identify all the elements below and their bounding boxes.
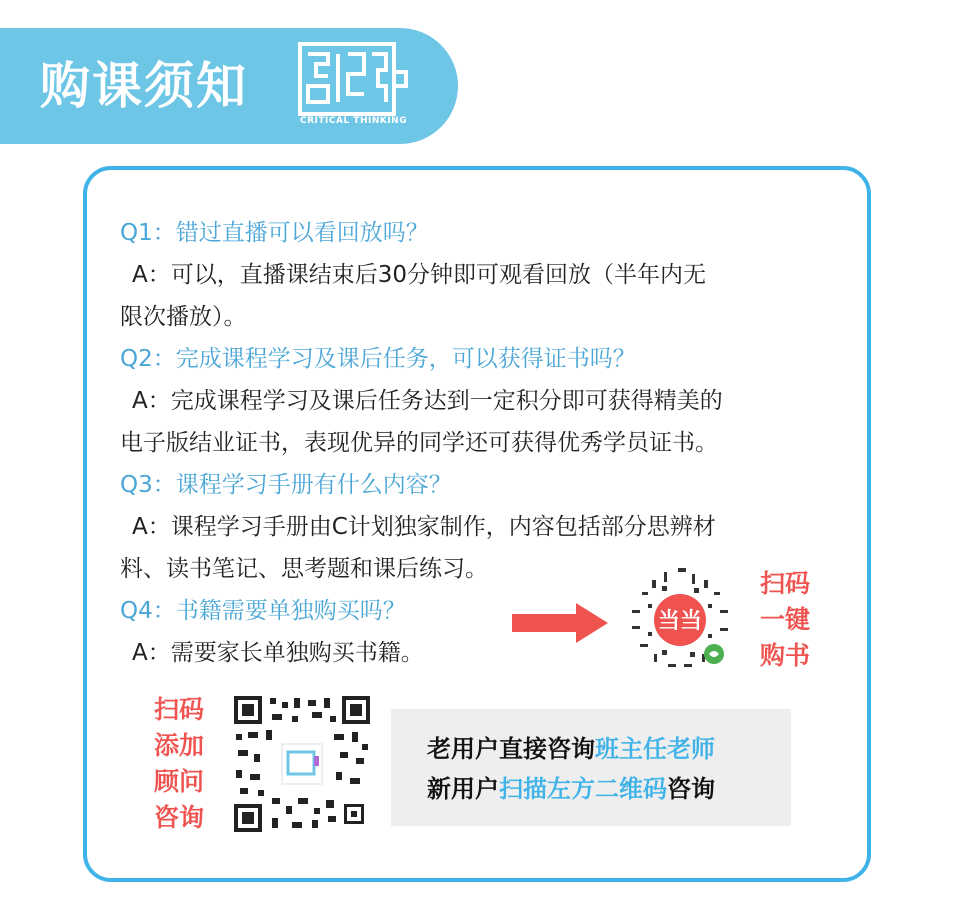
- consult-box: [391, 709, 791, 826]
- qr-code-icon[interactable]: [232, 694, 372, 834]
- scan-to-add-label: [154, 692, 214, 836]
- consult-text: 老用户直接咨询: [427, 735, 595, 763]
- consult-line-new: [427, 769, 715, 804]
- scan-to-buy-label: [760, 566, 820, 674]
- svg-text:当当: 当当: [657, 609, 703, 634]
- right-arrow-icon: [510, 601, 610, 645]
- faq-question: Q4：书籍需要单独购买吗？: [120, 598, 406, 624]
- label-line: 顾问: [154, 767, 205, 796]
- page-title: 购课须知: [40, 57, 248, 115]
- faq-answer: 料、读书笔记、思考题和课后练习。: [120, 556, 488, 582]
- faq-answer: 电子版结业证书，表现优异的同学还可获得优秀学员证书。: [120, 430, 718, 456]
- faq-question: Q3：课程学习手册有什么内容？: [120, 472, 452, 498]
- faq-answer: 限次播放）。: [120, 304, 247, 330]
- faq-question: Q2：完成课程学习及课后任务，可以获得证书吗？: [120, 346, 636, 372]
- consult-highlight: 扫描左方二维码: [499, 775, 667, 803]
- label-line: 扫码: [760, 569, 811, 598]
- consult-text: 咨询: [667, 775, 715, 803]
- mini-program-qr-icon[interactable]: [622, 562, 738, 678]
- label-line: 一键: [760, 605, 811, 634]
- label-line: 咨询: [154, 803, 205, 832]
- faq-question: Q1：错过直播可以看回放吗？: [120, 220, 429, 246]
- faq-answer: A：课程学习手册由C计划独家制作，内容包括部分思辨材: [132, 514, 716, 540]
- consult-highlight: 班主任老师: [595, 735, 715, 763]
- label-line: 扫码: [154, 695, 205, 724]
- label-line: 购书: [760, 641, 811, 670]
- consult-text: 新用户: [427, 775, 499, 803]
- consult-line-existing: [427, 729, 715, 764]
- faq-answer: A：可以，直播课结束后30分钟即可观看回放（半年内无: [132, 262, 707, 288]
- logo-caption: CRITICAL THINKING: [300, 116, 408, 126]
- faq-answer: A：完成课程学习及课后任务达到一定积分即可获得精美的: [132, 388, 723, 414]
- header-banner: [0, 28, 458, 144]
- faq-answer: A：需要家长单独购买书籍。: [132, 640, 424, 666]
- label-line: 添加: [154, 731, 205, 760]
